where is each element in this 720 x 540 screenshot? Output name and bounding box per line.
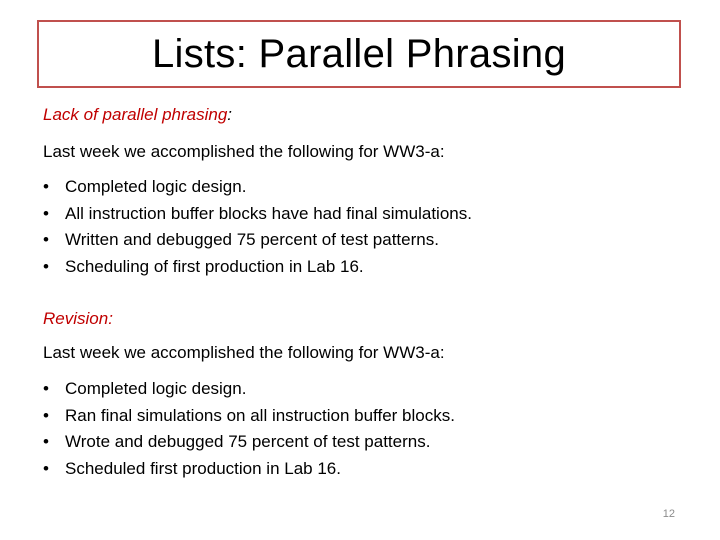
list-item-text: Wrote and debugged 75 percent of test patterns.: [65, 432, 431, 451]
bullet-icon: •: [43, 432, 49, 451]
bullet-icon: •: [43, 177, 49, 196]
section-heading-lack-text: Lack of parallel phrasing: [43, 105, 228, 124]
list-item: [43, 254, 472, 281]
list-item: [43, 227, 472, 254]
section2-intro: Last week we accomplished the following for WW3-a:: [43, 343, 445, 362]
section2-bullet-list: [43, 376, 455, 482]
list-item: [43, 403, 455, 430]
list-item: [43, 429, 455, 456]
list-item: [43, 174, 472, 201]
section-heading-lack: [43, 105, 232, 125]
section1-bullet-list: [43, 174, 472, 280]
slide-title: Lists: Parallel Phrasing: [151, 31, 567, 76]
list-item-text: All instruction buffer blocks have had final simulations.: [65, 203, 472, 223]
bullet-icon: •: [43, 256, 49, 276]
list-item-text: Completed logic design.: [65, 379, 247, 398]
list-item-text: Scheduling of first production in Lab 16.: [65, 256, 364, 276]
list-item: [43, 201, 472, 228]
page-number: 12: [662, 508, 675, 520]
list-item-text: Written and debugged 75 percent of test patterns.: [65, 230, 439, 249]
list-item-text: Ran final simulations on all instruction buffer blocks.: [65, 405, 455, 425]
bullet-icon: •: [43, 379, 49, 398]
title-box: [37, 20, 681, 88]
list-item-text: Scheduled first production in Lab 16.: [65, 458, 341, 478]
section-heading-lack-colon: :: [227, 105, 233, 124]
list-item: [43, 456, 455, 483]
bullet-icon: •: [43, 405, 49, 425]
section1-intro: Last week we accomplished the following for WW3-a:: [43, 142, 445, 161]
bullet-icon: •: [43, 458, 49, 478]
bullet-icon: •: [43, 203, 49, 223]
list-item-text: Completed logic design.: [65, 177, 247, 196]
section-heading-revision: Revision:: [43, 309, 113, 328]
bullet-icon: •: [43, 230, 49, 249]
list-item: [43, 376, 455, 403]
